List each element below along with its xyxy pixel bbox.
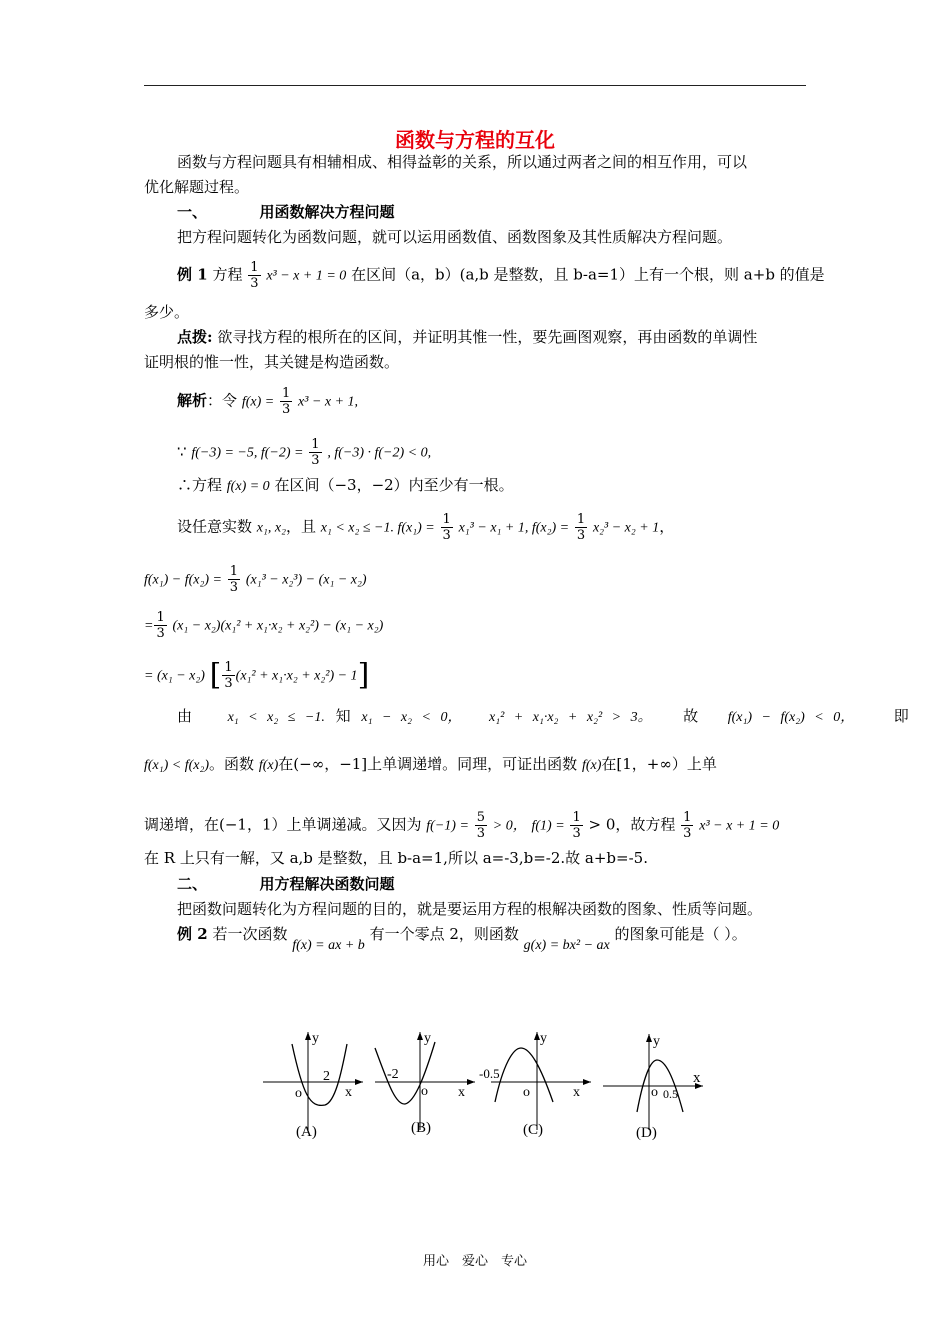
answer-graphs	[255, 1020, 855, 1150]
page-title: 函数与方程的互化	[395, 128, 555, 152]
dec-text-1: 调递增，在(−1，1）上单调递减。又因为	[144, 815, 422, 834]
dec-gt-2: > 0，故方程	[588, 815, 676, 834]
assume-fx1: x₁³ − x₁ + 1, f(x₂) =	[458, 520, 570, 536]
monotonic-line	[144, 754, 717, 776]
mono-fx-1: f(x)	[258, 758, 279, 773]
graph-a-x-label: x	[345, 1085, 352, 1100]
by-know: 知	[335, 707, 351, 725]
therefore-interval: 在区间（−3，−2）内至少有一根。	[274, 476, 514, 494]
graph-d-label: (D)	[636, 1125, 657, 1141]
graph-d-origin: o	[651, 1085, 658, 1100]
solution-label: 解析	[177, 391, 208, 410]
fraction-one-third: $\frac{1}{3}$	[442, 512, 451, 543]
graph-b-x-label: x	[458, 1085, 465, 1100]
intro-line-1: 函数与方程问题具有相辅相成、相得益彰的关系，所以通过两者之间的相互作用，可以	[177, 153, 748, 171]
by-thus: 故	[683, 707, 699, 725]
example-2-g: g(x) = bx² − ax	[523, 938, 610, 953]
by-namely: 即	[893, 707, 909, 725]
therefore-eq: f(x) = 0	[226, 479, 270, 494]
assume-text: 设任意实数	[177, 517, 253, 536]
graph-a-y-label: y	[312, 1031, 319, 1046]
solution-f: f(x) =	[241, 394, 275, 410]
mono-text-1: 。函数	[209, 755, 255, 773]
example-2-label: 例 2	[177, 925, 208, 943]
derivation-line-3: = (x₁ − x₂) [ $\frac{1}{3}$ (x₁² + x₁·x₂ + x₂²) − 1]	[144, 657, 370, 693]
graph-a	[263, 1031, 363, 1140]
section-2-desc: 把函数问题转化为方程问题的目的，就是要运用方程的根解决函数的图象、性质等问题。	[177, 900, 763, 918]
graph-c-label: (C)	[523, 1122, 543, 1138]
hint-label: 点拨:	[177, 328, 213, 346]
section-1-heading	[177, 202, 395, 222]
example-1-label: 例 1	[177, 265, 208, 284]
fraction-one-third: $\frac{1}{3}$	[576, 512, 586, 543]
graph-d	[603, 1034, 703, 1141]
example-2-f: f(x) = ax + b	[292, 938, 365, 953]
example-1-text: 方程	[212, 265, 243, 284]
graph-b-label: (B)	[411, 1120, 431, 1136]
assume-fx2: x₂³ − x₂ + 1	[592, 520, 660, 536]
dec-f-neg1: f(−1) =	[426, 818, 469, 834]
fraction-one-third: $\frac{1}{3}$	[281, 386, 291, 417]
section-2-title: 用方程解决函数问题	[259, 875, 395, 893]
fraction-five-thirds: $\frac{5}{3}$	[476, 810, 485, 841]
fraction-one-third: $\frac{1}{3}$	[572, 810, 581, 841]
derivation-2-eq: =	[144, 618, 154, 634]
assume-vars: x₁, x₂	[256, 520, 286, 536]
therefore-line	[177, 475, 514, 497]
graph-a-mark: 2	[323, 1069, 330, 1084]
section-2-number: 二、	[177, 875, 208, 893]
dec-f-1: f(1) =	[531, 818, 565, 834]
by-line	[177, 706, 909, 728]
section-1-desc: 把方程问题转化为函数问题，就可以运用函数值、函数图象及其性质解决方程问题。	[177, 228, 733, 246]
graph-a-label: (A)	[296, 1124, 317, 1140]
dec-gt-1: > 0，	[492, 818, 527, 834]
graph-c	[479, 1031, 591, 1138]
because-expr-2: , f(−3) · f(−2) < 0,	[327, 445, 432, 461]
fraction-one-third: $\frac{1}{3}$	[311, 437, 320, 468]
graph-c-x-label: x	[573, 1085, 580, 1100]
decreasing-line	[144, 810, 779, 841]
section-2-heading	[177, 874, 395, 894]
graph-c-mark: -0.5	[479, 1066, 500, 1081]
hint-text-1: 欲寻找方程的根所在的区间，并证明其惟一性，要先画图观察，再由函数的单调性	[217, 328, 758, 346]
by-cond: x₁ < x₂ ≤ −1.	[227, 710, 325, 725]
example-2-text-3: 的图象可能是（ ）。	[614, 925, 747, 943]
assume-line	[177, 512, 674, 543]
fraction-one-third: $\frac{1}{3}$	[156, 610, 165, 641]
hint-line-1	[177, 327, 757, 347]
dec-equation: x³ − x + 1 = 0	[699, 818, 780, 834]
fraction-one-third: $\frac{1}{3}$	[683, 810, 692, 841]
derivation-line-1	[144, 564, 367, 595]
derivation-3-bracket: (x₁² + x₁·x₂ + x₂²) − 1	[235, 668, 358, 684]
solution-let: ：令	[207, 391, 238, 410]
mono-ineq: f(x₁) < f(x₂)	[144, 758, 210, 773]
page-footer: 用心 爱心 专心	[422, 1254, 527, 1269]
example-2-text-1: 若一次函数	[212, 925, 288, 943]
graph-b-y-label: y	[424, 1031, 431, 1046]
section-1-title: 用函数解决方程问题	[259, 203, 395, 221]
by-diff: x₁ − x₂ < 0，	[361, 710, 462, 725]
fraction-one-third: $\frac{1}{3}$	[229, 564, 239, 595]
fraction-one-third: $\frac{1}{3}$	[224, 660, 233, 691]
graph-d-x-label: x	[693, 1070, 701, 1086]
derivation-1-rhs: (x₁³ − x₂³) − (x₁ − x₂)	[245, 572, 367, 588]
mono-fx-2: f(x)	[581, 758, 602, 773]
mono-text-2: 在(−∞，−1]上单调递增。同理，可证出函数	[278, 755, 578, 773]
derivation-line-2	[144, 610, 383, 641]
fraction-one-third: $\frac{1}{3}$	[250, 260, 259, 291]
example-1-line-2: 多少。	[144, 303, 190, 321]
section-1-number: 一、	[177, 203, 208, 221]
example-2-line	[177, 924, 747, 953]
mono-text-3: 在[1，+∞）上单	[601, 755, 717, 773]
graph-c-y-label: y	[540, 1031, 547, 1046]
derivation-1-lhs: f(x₁) − f(x₂) =	[144, 572, 222, 588]
example-1-equation: x³ − x + 1 = 0	[266, 268, 347, 284]
solution-f-rhs: x³ − x + 1,	[298, 394, 359, 410]
example-1-condition: 在区间（a，b）(a,b 是整数，且 b-a=1）上有一个根，则 a+b 的值是	[351, 265, 825, 284]
conclusion-line: 在 R 上只有一解，又 a,b 是整数，且 b-a=1,所以 a=-3,b=-2.故 a+b=-5.	[144, 849, 648, 867]
intro-line-2: 优化解题过程。	[144, 178, 250, 196]
graph-a-origin: o	[295, 1086, 302, 1101]
by-text: 由	[177, 707, 193, 725]
assume-cond: x₁ < x₂ ≤ −1. f(x₁) =	[320, 520, 435, 536]
assume-and: ，且	[285, 517, 316, 536]
because-expr-1: f(−3) = −5, f(−2) =	[191, 445, 304, 461]
because-line	[177, 437, 431, 468]
by-result: f(x₁) − f(x₂) < 0，	[727, 710, 855, 725]
graph-b-mark: -2	[387, 1067, 399, 1082]
graph-b	[375, 1031, 475, 1136]
graph-d-y-label: y	[653, 1034, 660, 1049]
therefore-text: ∴方程	[177, 476, 223, 494]
graph-d-mark: 0.5	[663, 1087, 678, 1101]
header-rule	[144, 85, 806, 86]
example-2-text-2: 有一个零点 2，则函数	[369, 925, 519, 943]
graph-b-origin: o	[421, 1084, 428, 1099]
hint-line-2: 证明根的惟一性，其关键是构造函数。	[144, 353, 400, 371]
derivation-2-rhs: (x₁ − x₂)(x₁² + x₁·x₂ + x₂²) − (x₁ − x₂)	[172, 618, 384, 634]
derivation-3-lhs: = (x₁ − x₂)	[144, 668, 205, 684]
solution-line	[177, 386, 358, 417]
because-symbol: ∵	[177, 442, 187, 461]
graph-c-origin: o	[523, 1085, 530, 1100]
example-1-line	[177, 260, 825, 291]
assume-comma: ，	[659, 517, 675, 536]
by-sum: x₁² + x₁·x₂ + x₂² > 3。	[489, 710, 652, 725]
